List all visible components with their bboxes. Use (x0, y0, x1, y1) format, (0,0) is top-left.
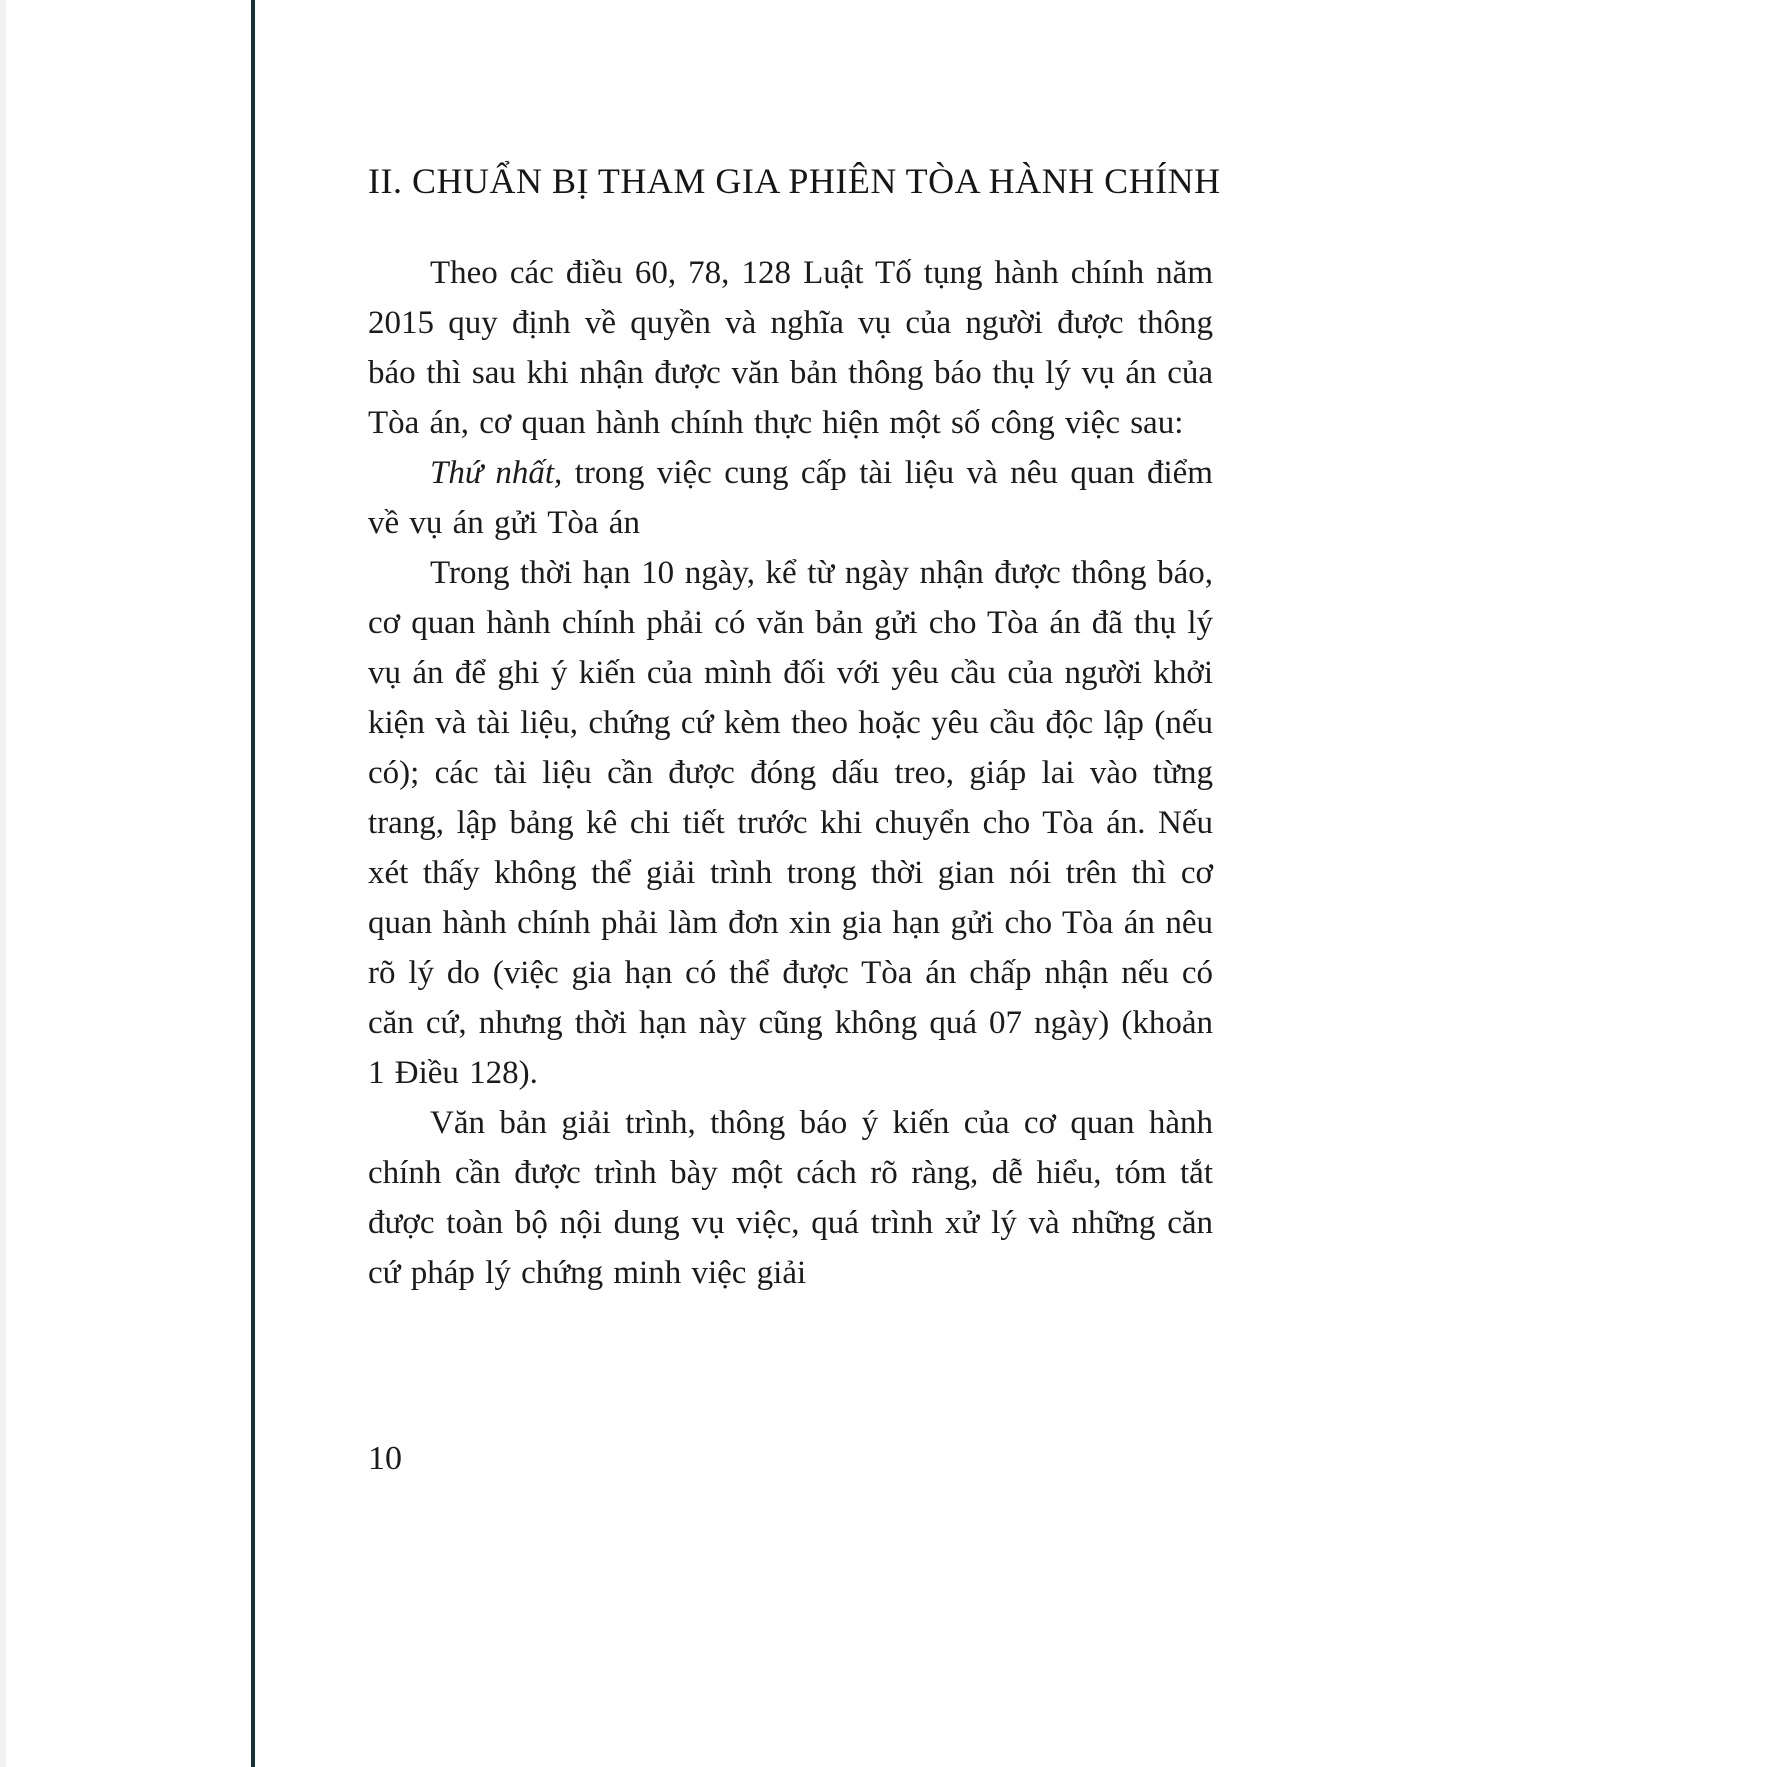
page-number: 10 (368, 1440, 402, 1477)
section-heading: II. CHUẨN BỊ THAM GIA PHIÊN TÒA HÀNH CHÍNH (368, 161, 1221, 201)
paragraph-intro: Theo các điều 60, 78, 128 Luật Tố tụng hành chính năm 2015 quy định về quyền và nghĩa vụ của người được thông báo thì sau khi nhận được văn bản thông báo thụ lý vụ án của Tòa án, cơ quan hành chính thực hiện một số công việc sau: (368, 255, 1213, 441)
paragraph-lead-italic: Thứ nhất, (430, 455, 563, 491)
scan-edge-strip (0, 0, 6, 1767)
paragraph-lead-rest: trong việc cung cấp tài liệu và nêu quan điểm về vụ án gửi Tòa án (368, 455, 1213, 541)
paragraph-thu-nhat (368, 448, 1213, 548)
paragraph-explanation-doc: Văn bản giải trình, thông báo ý kiến của cơ quan hành chính cần được trình bày một cách rõ ràng, dễ hiểu, tóm tắt được toàn bộ nội dung vụ việc, quá trình xử lý và những căn cứ pháp lý chứng minh việc giải (368, 1105, 1213, 1291)
paragraph-time-limit: Trong thời hạn 10 ngày, kể từ ngày nhận được thông báo, cơ quan hành chính phải có văn bản gửi cho Tòa án đã thụ lý vụ án để ghi ý kiến của mình đối với yêu cầu của người khởi kiện và tài liệu, chứng cứ kèm theo hoặc yêu cầu độc lập (nếu có); các tài liệu cần được đóng dấu treo, giáp lai vào từng trang, lập bảng kê chi tiết trước khi chuyển cho Tòa án. Nếu xét thấy không thể giải trình trong thời gian nói trên thì cơ quan hành chính phải làm đơn xin gia hạn gửi cho Tòa án nêu rõ lý do (việc gia hạn có thể được Tòa án chấp nhận nếu có căn cứ, nhưng thời hạn này cũng không quá 07 ngày) (khoản 1 Điều 128). (368, 555, 1213, 1091)
body-text (368, 248, 1213, 1298)
text-block (368, 160, 1221, 1298)
page-spine-line (251, 0, 255, 1767)
